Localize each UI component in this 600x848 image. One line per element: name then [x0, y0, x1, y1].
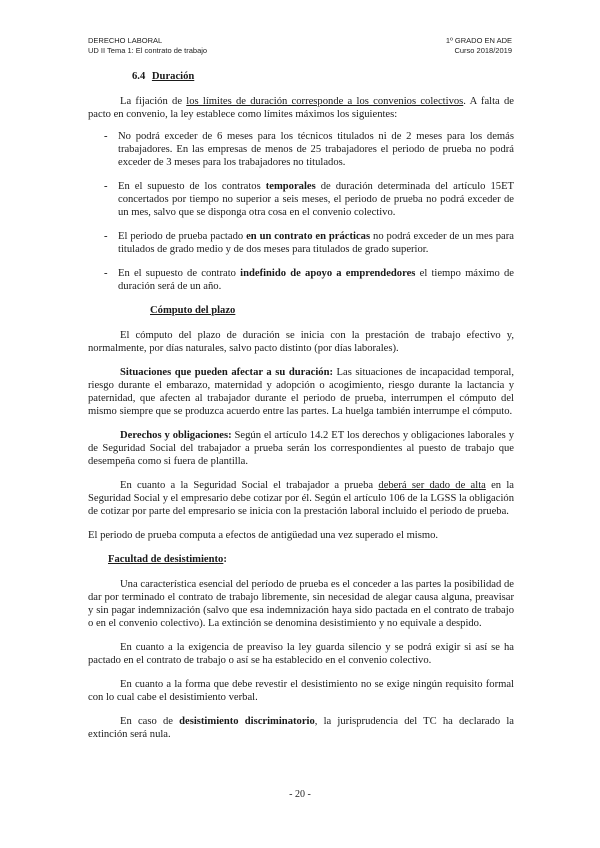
list-item: [88, 180, 514, 219]
desistimiento-heading-text: Facultad de desistimiento: [108, 554, 224, 565]
seguridad-social-paragraph: [88, 479, 514, 518]
header-year: Curso 2018/2019: [454, 46, 512, 55]
page-number: - 20 -: [289, 789, 311, 800]
discriminatorio-text: En caso de: [120, 716, 180, 727]
situaciones-paragraph: [88, 366, 514, 418]
discriminatorio-text: , la jurisprudencia del TC ha declarado la extinción será nula.: [88, 716, 514, 740]
antiguedad-paragraph: El periodo de prueba computa a efectos de antigüedad una vez superado el mismo.: [88, 530, 439, 541]
seguridad-social-text: En cuanto a la Seguridad Social el trabajador a prueba: [120, 480, 379, 491]
list-item-text: El periodo de prueba pactado: [118, 231, 247, 242]
header-degree: 1º GRADO EN ADE: [445, 36, 512, 45]
dash-marker: -: [104, 231, 108, 242]
list-item-bold: en un contrato en prácticas: [246, 231, 371, 242]
list-item-text: de duración determinada del artículo 15ET concertados por tiempo no superior a seis meses, el periodo de prueba no podrá exceder de un mes, salvo que se disponga otra cosa en el convenio colectivo.: [118, 181, 515, 218]
preaviso-paragraph: En cuanto a la exigencia de preaviso la ley guarda silencio y se podrá exigir si así se ha pactado en el contrato de trabajo o así se ha establecido en el convenio colectivo.: [88, 642, 514, 666]
alta-underlined: deberá ser dado de alta: [378, 480, 486, 491]
situaciones-text: Las situaciones de incapacidad temporal, riesgo durante el embarazo, maternidad y adopción o acogimiento, riesgo durante la lactancia y paternidad, que afecten al trabajador durante el periodo de prueba, interrumpen el cómputo del mismo siempre que se produzca acuerdo entre las partes. La huelga también interrumpe el cómputo.: [88, 367, 515, 417]
desistimiento-heading-colon: :: [223, 554, 227, 565]
limits-list: [88, 130, 514, 293]
header-unit: UD II Tema 1: El contrato de trabajo: [88, 46, 208, 55]
intro-paragraph: [88, 95, 514, 121]
list-item-bold: temporales: [265, 181, 316, 192]
header-right: [446, 36, 512, 56]
seguridad-social-text: en la Seguridad Social y el empresario debe cotizar por él. Según el artículo 106 de la LGSS la obligación de cotizar por parte del empresario se inicia con la prestación laboral incluido el periodo de prueba.: [88, 480, 514, 517]
intro-underlined: los límites de duración corresponde a los convenios colectivos: [186, 96, 464, 107]
list-item-text: En el supuesto de los contratos: [118, 181, 266, 192]
discriminatorio-paragraph: [88, 715, 514, 741]
intro-text-start: La fijación de: [120, 96, 187, 107]
desistimiento-paragraph: Una característica esencial del período de prueba es el conceder a las partes la posibilidad de dar por terminado el contrato de trabajo libremente, sin necesidad de alegar causa alguna, preavisar y sin pagar indemnización (salvo que esa indemnización haya sido pactada en el contrato de trabajo o en el convenio colectivo). La extinción se denomina desistimiento y no equivale a despido.: [88, 579, 514, 629]
list-item: [88, 267, 514, 293]
list-item-text: no podrá exceder de un mes para titulados de grado medio y de dos meses para titulados de grado superior.: [118, 231, 514, 255]
section-number: 6.4: [132, 71, 146, 82]
desistimiento-heading: [108, 553, 514, 566]
section-heading: Duración: [151, 71, 195, 82]
intro-text-end: . A falta de pacto en convenio, la ley establece como límites máximos los siguientes:: [88, 96, 514, 120]
derechos-label: Derechos y obligaciones:: [120, 430, 232, 441]
computo-heading: Cómputo del plazo: [150, 305, 236, 316]
list-item-text: el tiempo máximo de duración será de un año.: [118, 268, 514, 292]
dash-marker: -: [104, 181, 108, 192]
list-item-text: No podrá exceder de 6 meses para los técnicos titulados ni de 2 meses para los demás trabajadores. En las empresas de menos de 25 trabajadores el periodo de prueba no podrá exceder de 3 meses para los trabajadores no titulados.: [118, 131, 514, 168]
list-item-bold: indefinido de apoyo a emprendedores: [240, 268, 416, 279]
computo-paragraph: El cómputo del plazo de duración se inicia con la prestación de trabajo efectivo y, normalmente, por días naturales, salvo pacto distinto (por días laborales).: [88, 330, 514, 354]
derechos-text: Según el artículo 14.2 ET los derechos y obligaciones laborales y de Seguridad Social del trabajador a prueba serán los correspondientes al puesto de trabajo que desempeña como si fuera de plantilla.: [88, 430, 514, 467]
dash-marker: -: [104, 268, 108, 279]
document-body: [88, 70, 514, 741]
discriminatorio-bold: desistimiento discriminatorio: [179, 716, 315, 727]
forma-paragraph: En cuanto a la forma que debe revestir el desistimiento no se exige ningún requisito formal con lo cual cabe el desistimiento verbal.: [88, 679, 514, 703]
list-item-text: En el supuesto de contrato: [118, 268, 241, 279]
list-item: [88, 130, 514, 169]
derechos-paragraph: [88, 429, 514, 468]
header-course: DERECHO LABORAL: [88, 36, 163, 45]
situaciones-label: Situaciones que pueden afectar a su duración:: [120, 367, 333, 378]
section-title: [132, 70, 514, 83]
list-item: [88, 230, 514, 256]
header-left: [88, 36, 207, 56]
dash-marker: -: [104, 131, 108, 142]
